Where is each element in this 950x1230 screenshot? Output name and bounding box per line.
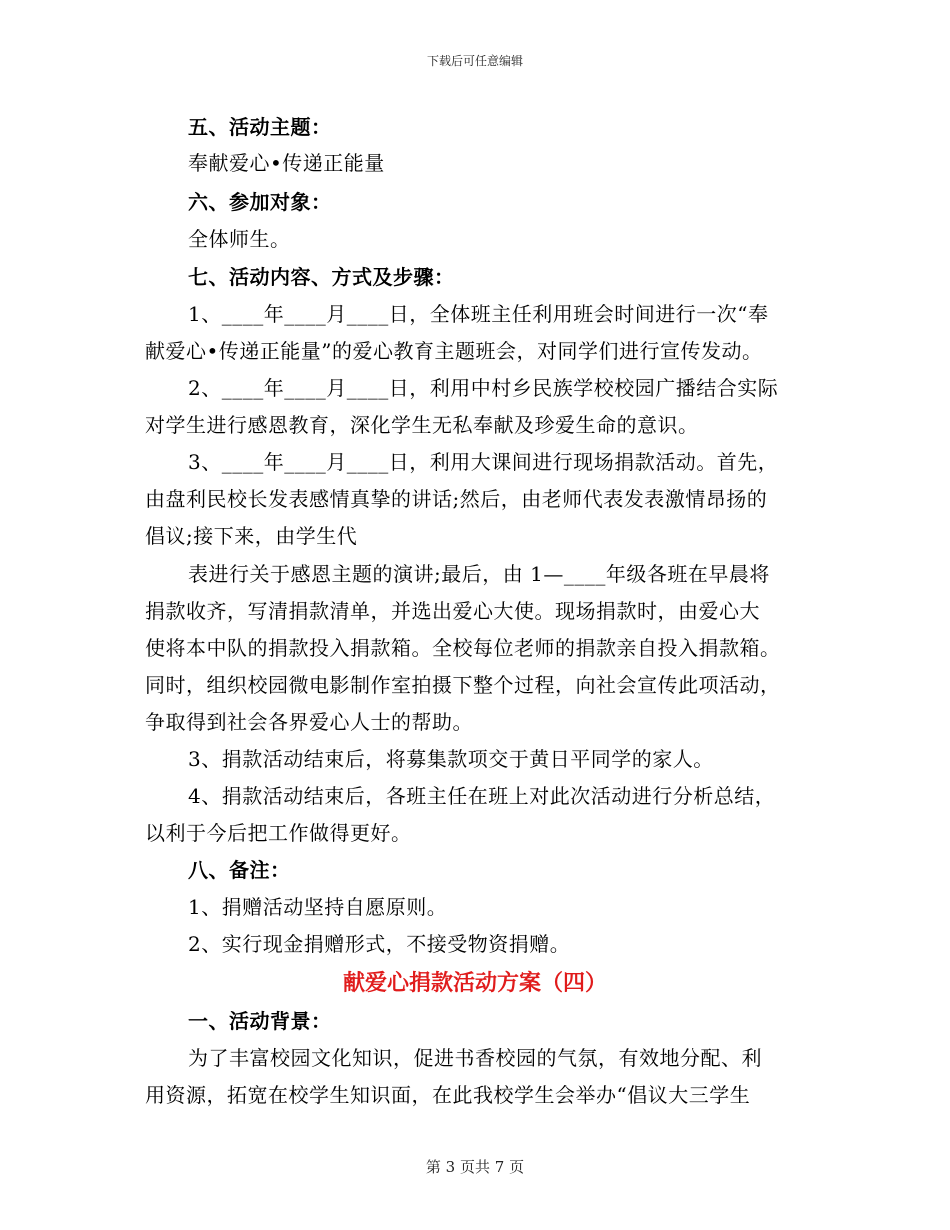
paragraph-line: 4、捐款活动结束后，各班主任在班上对此次活动进行分析总结， (188, 784, 776, 808)
heading-theme: 五、活动主题： (188, 115, 332, 139)
paragraph-line: 由盘利民校长发表感情真挚的讲话;然后，由老师代表发表激情昂扬的 (145, 487, 768, 511)
paragraph-line: 对学生进行感恩教育，深化学生无私奉献及珍爱生命的意识。 (145, 413, 699, 437)
paragraph-line: 为了丰富校园文化知识，促进书香校园的气氛，有效地分配、利 (188, 1046, 762, 1070)
paragraph-line: 献爱心•传递正能量”的爱心教育主题班会，对同学们进行宣传发动。 (145, 339, 763, 363)
page-header: 下载后可任意编辑 (426, 54, 523, 68)
paragraph-line: 全体师生。 (188, 227, 291, 251)
heading-participants: 六、参加对象： (188, 190, 332, 214)
paragraph-line: 以利于今后把工作做得更好。 (145, 821, 412, 845)
paragraph-line: 2、____年____月____日，利用中村乡民族学校校园广播结合实际 (188, 376, 779, 400)
paragraph-line: 捐款收齐，写清捐款清单，并选出爱心大使。现场捐款时，由爱心大 (145, 599, 760, 623)
paragraph-line: 用资源，拓宽在校学生知识面，在此我校学生会举办“倡议大三学生 (145, 1083, 751, 1107)
paragraph-line: 倡议;接下来，由学生代 (145, 524, 358, 548)
paragraph-line: 使将本中队的捐款投入捐款箱。全校每位老师的捐款亲自投入捐款箱。 (145, 636, 781, 660)
paragraph-line: 奉献爱心•传递正能量 (188, 151, 385, 175)
heading-content: 七、活动内容、方式及步骤： (188, 265, 455, 289)
paragraph-line: 1、捐赠活动坚持自愿原则。 (188, 895, 448, 919)
paragraph-line: 3、捐款活动结束后，将募集款项交于黄日平同学的家人。 (188, 747, 714, 771)
page-footer: 第 3 页共 7 页 (425, 1158, 525, 1176)
paragraph-line: 1、____年____月____日，全体班主任利用班会时间进行一次“奉 (188, 302, 769, 326)
paragraph-line: 争取得到社会各界爱心人士的帮助。 (145, 710, 473, 734)
heading-background: 一、活动背景： (188, 1009, 332, 1033)
paragraph-line: 2、实行现金捐赠形式，不接受物资捐赠。 (188, 932, 571, 956)
paragraph-line: 同时，组织校园微电影制作室拍摄下整个过程，向社会宣传此项活动， (145, 673, 781, 697)
paragraph-line: 3、____年____月____日，利用大课间进行现场捐款活动。首先， (188, 450, 779, 474)
paragraph-line: 表进行关于感恩主题的演讲;最后，由 1—____年级各班在早晨将 (188, 562, 770, 586)
heading-notes: 八、备注： (188, 858, 291, 882)
section-title: 献爱心捐款活动方案（四） (342, 970, 607, 996)
